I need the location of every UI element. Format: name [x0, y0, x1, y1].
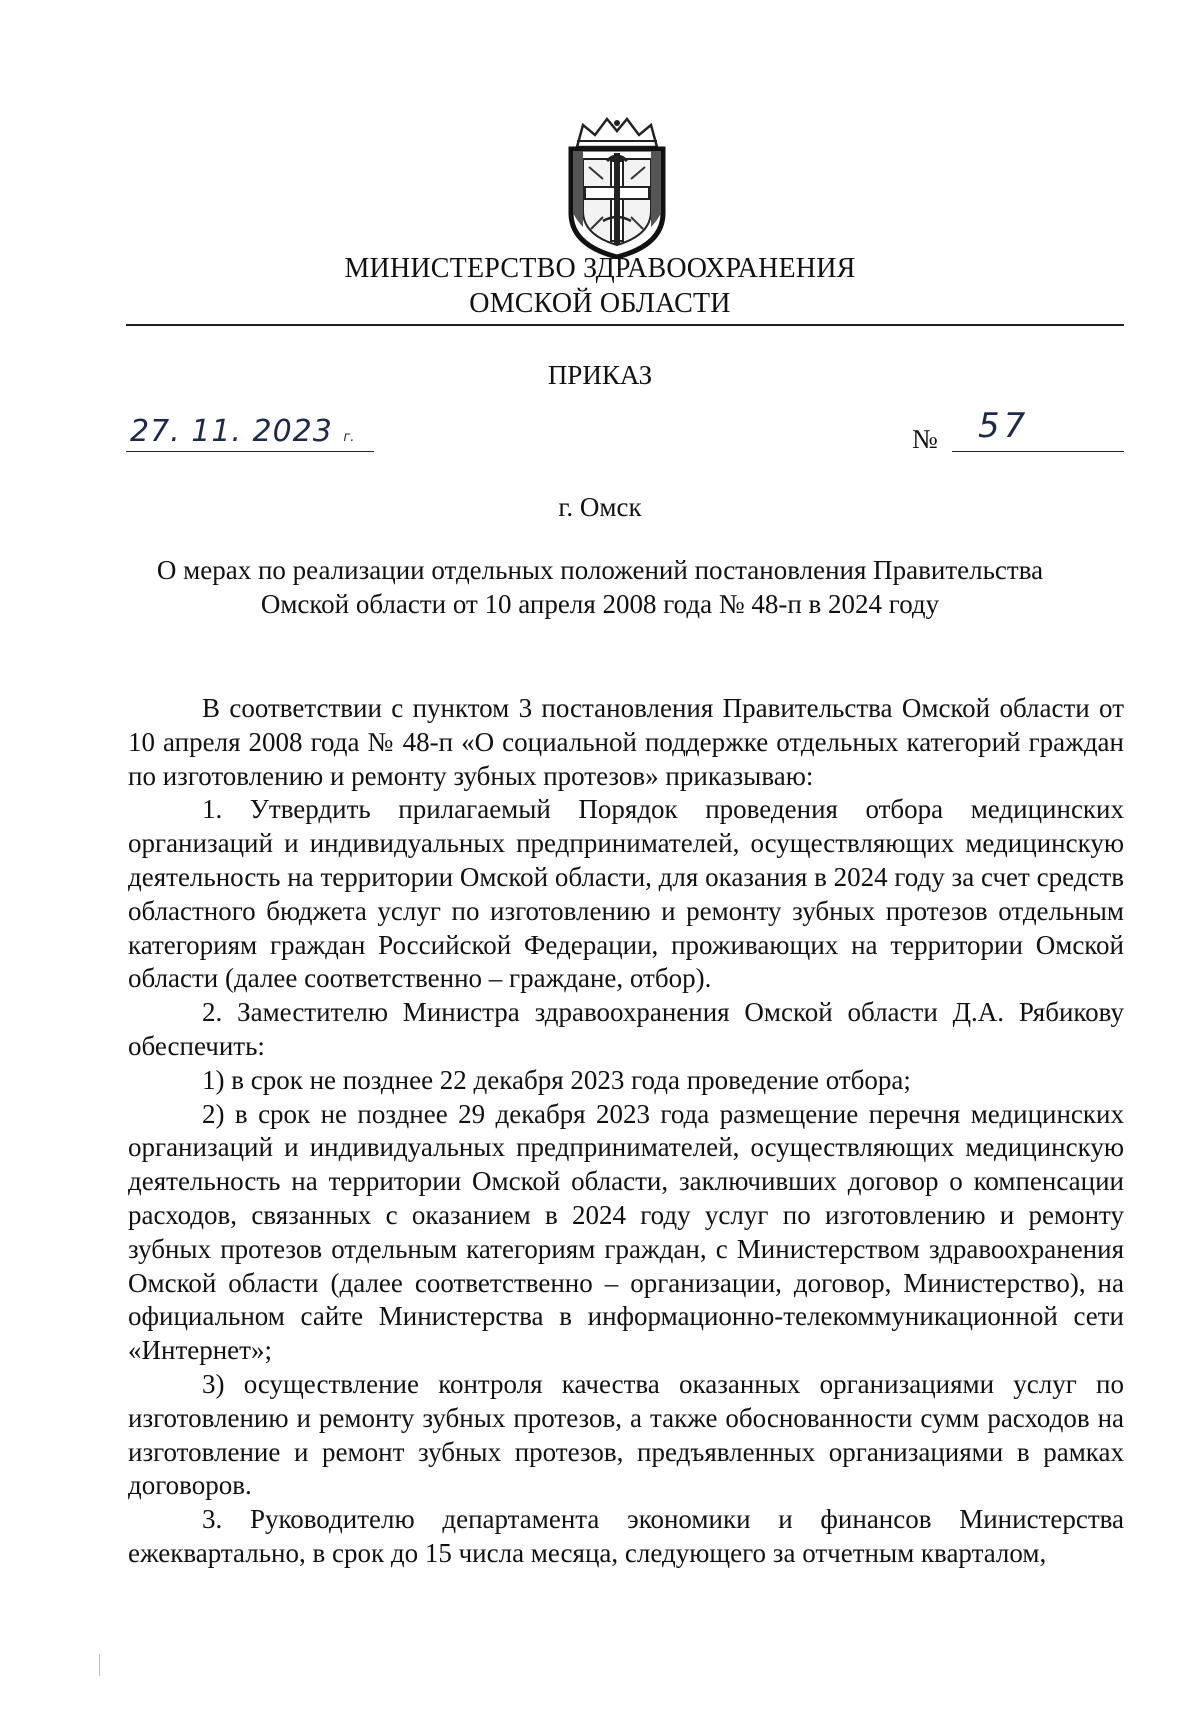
body-paragraph: 1. Утвердить прилагаемый Порядок проведения отбора медицинских организаций и индивидуальных предпринимателей, осуществляющих медицинскую деятельность на территории Омской области, для оказания в 2024 году за счет средств областного бюджета услуг по изготовлению и ремонту зубных протезов отдельным категориям граждан Российской Федерации, проживающих на территории Омской области (далее соответственно – граждане, отбор). [128, 794, 1124, 994]
body-paragraph: В соответствии с пунктом 3 постановления Правительства Омской области от 10 апреля 2008 года № 48-п «О социальной поддержке отдельных категорий граждан по изготовлению и ремонту зубных протезов» приказываю: [128, 693, 1124, 791]
body-paragraph: 1) в срок не позднее 22 декабря 2023 года проведение отбора; [202, 1064, 911, 1095]
document-body [128, 692, 1124, 1571]
document-title-line-2: Омской области от 10 апреля 2008 года № 48-п в 2024 году [260, 589, 940, 619]
order-number-sign: № [912, 424, 938, 454]
body-paragraph: 2. Заместителю Министра здравоохранения Омской области Д.А. Рябикову обеспечить: [128, 997, 1124, 1061]
order-date-suffix: г. [343, 430, 355, 445]
ministry-name-line-1: МИНИСТЕРСТВО ЗДРАВООХРАНЕНИЯ [344, 253, 856, 284]
ministry-name-line-2: ОМСКОЙ ОБЛАСТИ [469, 288, 731, 319]
city-line: г. Омск [558, 492, 642, 522]
omsk-oblast-coat-of-arms-icon [563, 117, 671, 259]
scan-margin-mark [99, 1654, 100, 1676]
body-paragraph: 2) в срок не позднее 29 декабря 2023 года размещение перечня медицинских организаций и индивидуальных предпринимателей, осуществляющих медицинскую деятельность на территории Омской области, заключивших договор о компенсации расходов, связанных с оказанием в 2024 году услуг по изготовлению и ремонту зубных протезов отдельным категориям граждан, с Министерством здравоохранения Омской области (далее соответственно – организации, договор, Министерство), на официальном сайте Министерства в информационно-телекоммуникационной сети «Интернет»; [128, 1098, 1124, 1366]
header-divider [126, 324, 1124, 326]
document-type: ПРИКАЗ [547, 360, 653, 390]
order-date-value: 27. 11. 2023 [130, 414, 333, 449]
body-paragraph: 3) осуществление контроля качества оказанных организациями услуг по изготовлению и ремонту зубных протезов, а также обоснованности сумм расходов на изготовление и ремонт зубных протезов, предъявленных организациями в рамках договоров. [128, 1368, 1124, 1501]
order-date-handwritten [130, 414, 354, 449]
order-number-handwritten: 57 [978, 406, 1030, 446]
number-underline [952, 451, 1124, 452]
date-underline [126, 451, 374, 452]
document-title-line-1: О мерах по реализации отдельных положений постановления Правительства [156, 555, 1044, 585]
document-title [0, 553, 1200, 621]
body-paragraph: 3. Руководителю департамента экономики и финансов Министерства ежеквартально, в срок до 15 числа месяца, следующего за отчетным кварталом, [128, 1504, 1124, 1568]
